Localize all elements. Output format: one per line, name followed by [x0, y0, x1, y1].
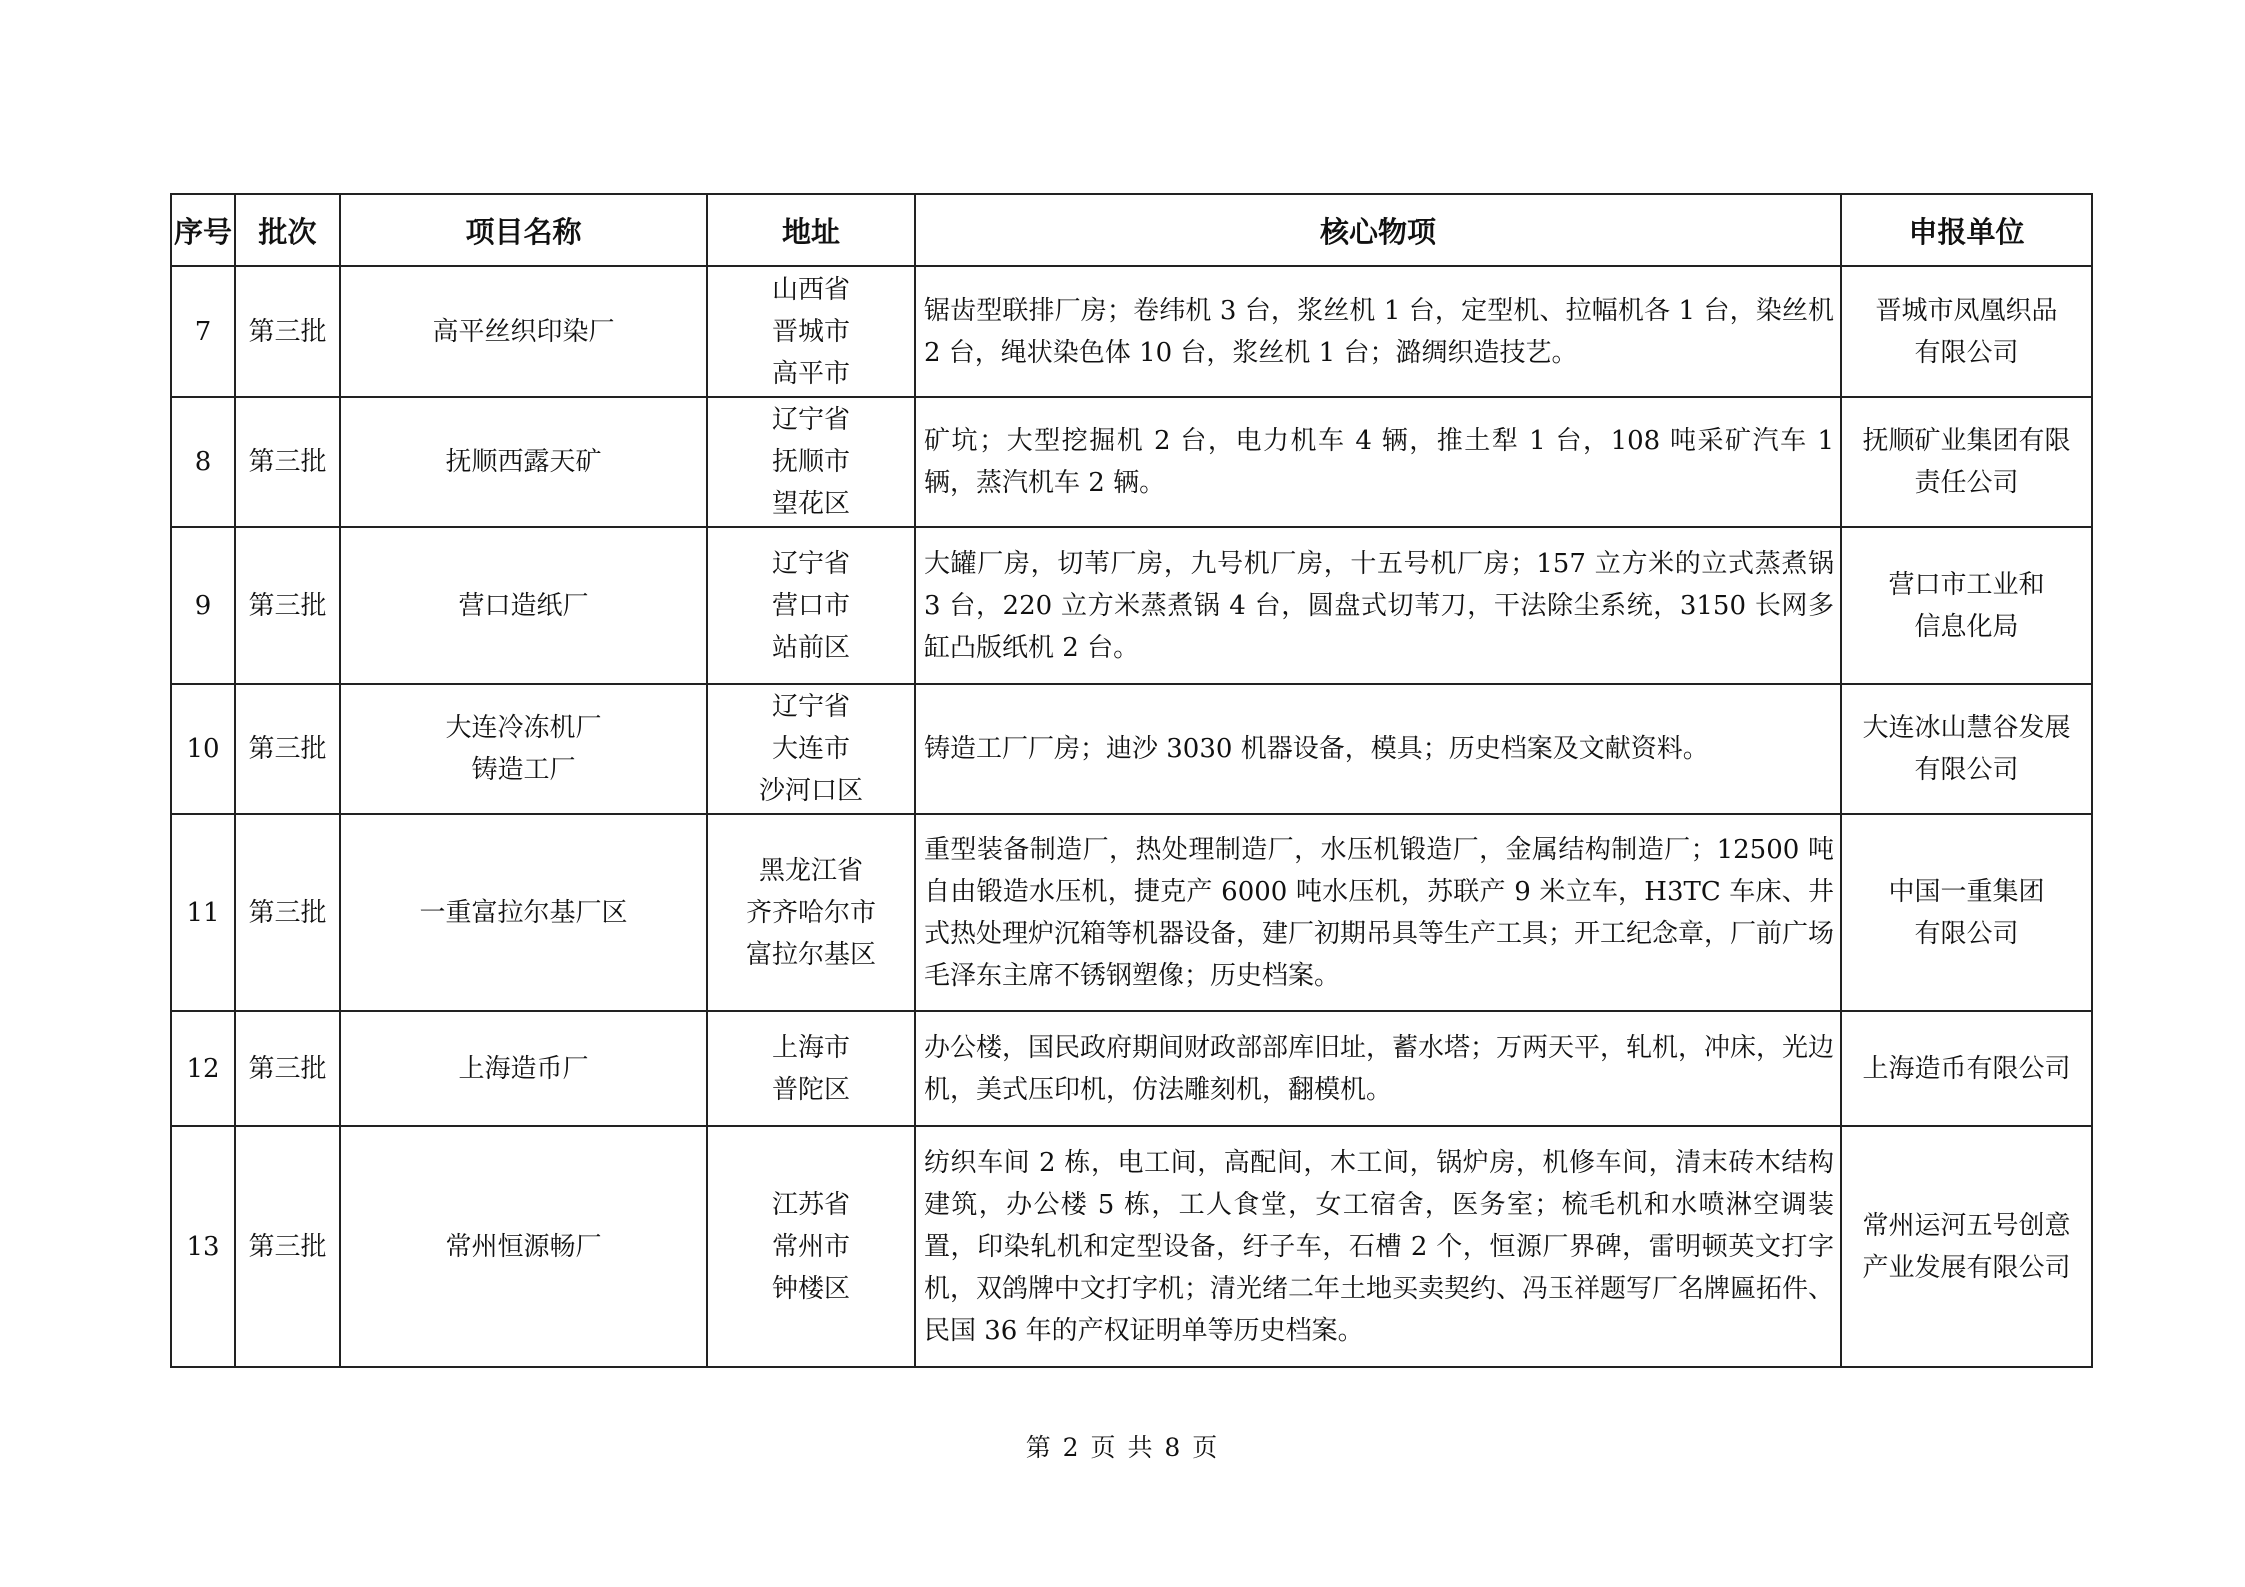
address-line: 普陀区: [771, 1074, 850, 1105]
cell-core-items: 矿坑；大型挖掘机 2 台，电力机车 4 辆，推土犁 1 台，108 吨采矿汽车 1 辆，蒸汽机车 2 辆。: [915, 397, 1841, 527]
address-line: 辽宁省: [771, 548, 850, 579]
address-line: 抚顺市: [771, 447, 850, 477]
address-line: 高平市: [771, 358, 850, 389]
cell-project-name: [340, 266, 707, 397]
header-address: 地址: [707, 194, 915, 266]
heritage-table: [170, 193, 2093, 1368]
applicant-line: 有限公司: [1914, 918, 2019, 949]
applicant-line: 抚顺矿业集团有限: [1862, 426, 2071, 456]
cell-applicant: [1841, 814, 2092, 1011]
applicant-line: 产业发展有限公司: [1862, 1252, 2071, 1283]
applicant-line: 责任公司: [1914, 468, 2019, 498]
cell-core-items: 重型装备制造厂，热处理制造厂，水压机锻造厂，金属结构制造厂；12500 吨自由锻造水压机，捷克产 6000 吨水压机，苏联产 9 米立车，H3TC 车床、井式热处理炉沉箱等机器设备，建厂初期吊具等生产工具；开工纪念章，厂前广场毛泽东主席不锈钢塑像；历史档案。: [915, 814, 1841, 1011]
cell-applicant: [1841, 397, 2092, 527]
cell-project-name: [340, 684, 707, 814]
project-name-line: 高平丝织印染厂: [432, 316, 615, 347]
cell-batch: 第三批: [235, 397, 340, 527]
address-line: 望花区: [771, 489, 850, 519]
table-row: [171, 527, 2092, 684]
applicant-line: 中国一重集团: [1888, 876, 2045, 907]
cell-address: [707, 684, 915, 814]
cell-serial: 11: [171, 814, 235, 1011]
table-header-row: [171, 194, 2092, 266]
applicant-line: 常州运河五号创意: [1862, 1210, 2071, 1241]
address-line: 钟楼区: [771, 1273, 850, 1304]
cell-batch: 第三批: [235, 684, 340, 814]
cell-serial: 7: [171, 266, 235, 397]
cell-applicant: [1841, 1011, 2092, 1126]
address-line: 大连市: [771, 734, 850, 764]
cell-core-items: 纺织车间 2 栋，电工间，高配间，木工间，锅炉房，机修车间，清末砖木结构建筑，办公楼 5 栋，工人食堂，女工宿舍，医务室；梳毛机和水喷淋空调装置，印染轧机和定型设备，纡子车，石槽 2 个，恒源厂界碑，雷明顿英文打字机，双鸽牌中文打字机；清光绪二年土地买卖契约、冯玉祥题写厂名牌匾拓件、民国 36 年的产权证明单等历史档案。: [915, 1126, 1841, 1367]
table-row: [171, 814, 2092, 1011]
table-row: [171, 1126, 2092, 1367]
cell-batch: 第三批: [235, 527, 340, 684]
header-serial: 序号: [171, 194, 235, 266]
address-line: 常州市: [771, 1231, 850, 1262]
address-line: 江苏省: [771, 1189, 850, 1220]
address-line: 富拉尔基区: [745, 939, 876, 970]
address-line: 辽宁省: [771, 405, 850, 435]
cell-batch: 第三批: [235, 1126, 340, 1367]
project-name-line: 铸造工厂: [471, 755, 576, 785]
applicant-line: 大连冰山慧谷发展: [1862, 713, 2071, 743]
cell-project-name: [340, 814, 707, 1011]
cell-batch: 第三批: [235, 814, 340, 1011]
applicant-line: 信息化局: [1914, 611, 2019, 642]
table-row: [171, 266, 2092, 397]
cell-project-name: [340, 1011, 707, 1126]
address-line: 齐齐哈尔市: [745, 897, 876, 928]
cell-project-name: [340, 1126, 707, 1367]
project-name-line: 上海造币厂: [458, 1053, 589, 1084]
applicant-line: 有限公司: [1914, 755, 2019, 785]
cell-address: [707, 1126, 915, 1367]
applicant-line: 有限公司: [1914, 337, 2019, 368]
project-name-line: 营口造纸厂: [458, 590, 589, 621]
cell-serial: 9: [171, 527, 235, 684]
address-line: 上海市: [771, 1032, 850, 1063]
project-name-line: 一重富拉尔基厂区: [419, 897, 628, 928]
applicant-line: 晋城市凤凰织品: [1875, 295, 2058, 326]
cell-core-items: 办公楼，国民政府期间财政部部库旧址，蓄水塔；万两天平，轧机，冲床，光边机，美式压印机，仿法雕刻机，翻模机。: [915, 1011, 1841, 1126]
table-row: [171, 684, 2092, 814]
cell-serial: 8: [171, 397, 235, 527]
project-name-line: 大连冷冻机厂: [445, 713, 602, 743]
cell-project-name: [340, 397, 707, 527]
address-line: 营口市: [771, 590, 850, 621]
header-applicant: 申报单位: [1841, 194, 2092, 266]
cell-serial: 13: [171, 1126, 235, 1367]
applicant-line: 上海造币有限公司: [1862, 1053, 2071, 1084]
cell-batch: 第三批: [235, 266, 340, 397]
address-line: 沙河口区: [758, 776, 863, 806]
address-line: 山西省: [771, 274, 850, 305]
cell-address: [707, 266, 915, 397]
applicant-line: 营口市工业和: [1888, 569, 2045, 600]
cell-applicant: [1841, 266, 2092, 397]
table-row: [171, 1011, 2092, 1126]
cell-project-name: [340, 527, 707, 684]
address-line: 站前区: [771, 632, 850, 663]
table-row: [171, 397, 2092, 527]
cell-applicant: [1841, 527, 2092, 684]
header-project-name: 项目名称: [340, 194, 707, 266]
cell-core-items: 铸造工厂厂房；迪沙 3030 机器设备，模具；历史档案及文献资料。: [915, 684, 1841, 814]
address-line: 黑龙江省: [758, 855, 863, 886]
cell-core-items: 大罐厂房，切苇厂房，九号机厂房，十五号机厂房；157 立方米的立式蒸煮锅 3 台，220 立方米蒸煮锅 4 台，圆盘式切苇刀，干法除尘系统，3150 长网多缸凸版纸机 2 台。: [915, 527, 1841, 684]
cell-address: [707, 1011, 915, 1126]
header-batch: 批次: [235, 194, 340, 266]
cell-batch: 第三批: [235, 1011, 340, 1126]
cell-core-items: 锯齿型联排厂房；卷纬机 3 台，浆丝机 1 台，定型机、拉幅机各 1 台，染丝机 2 台，绳状染色体 10 台，浆丝机 1 台；潞绸织造技艺。: [915, 266, 1841, 397]
project-name-line: 常州恒源畅厂: [445, 1231, 602, 1262]
cell-address: [707, 814, 915, 1011]
cell-applicant: [1841, 1126, 2092, 1367]
address-line: 晋城市: [771, 316, 850, 347]
cell-serial: 10: [171, 684, 235, 814]
page-number: 第 2 页 共 8 页: [1025, 1433, 1220, 1462]
header-core-items: 核心物项: [915, 194, 1841, 266]
project-name-line: 抚顺西露天矿: [445, 447, 602, 477]
cell-address: [707, 527, 915, 684]
cell-applicant: [1841, 684, 2092, 814]
cell-serial: 12: [171, 1011, 235, 1126]
address-line: 辽宁省: [771, 692, 850, 722]
cell-address: [707, 397, 915, 527]
